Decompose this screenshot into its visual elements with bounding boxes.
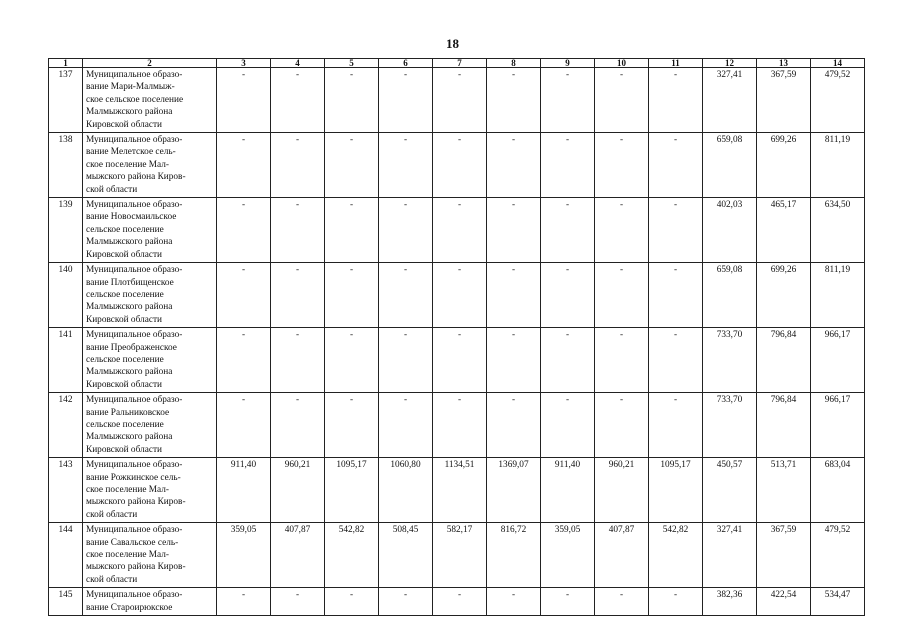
value-cell-col-12: 659,08 (703, 263, 757, 328)
municipality-name: Муниципальное образо- вание Преображенское сельское поселение Малмыжского района Кировской области (83, 328, 217, 393)
value-cell-col-10: - (595, 68, 649, 133)
column-header-13: 13 (757, 59, 811, 68)
value-cell-col-8: - (487, 328, 541, 393)
value-cell-col-8: - (487, 263, 541, 328)
value-cell-col-11: - (649, 133, 703, 198)
value-cell-col-12: 450,57 (703, 458, 757, 523)
value-cell-col-13: 796,84 (757, 328, 811, 393)
value-cell-col-12: 733,70 (703, 328, 757, 393)
value-cell-col-5: - (325, 263, 379, 328)
value-cell-col-14: 479,52 (811, 68, 865, 133)
municipality-name: Муниципальное образо- вание Савальское сель- ское поселение Мал- мыжского района Киров- ской области (83, 523, 217, 588)
value-cell-col-7: - (433, 263, 487, 328)
value-cell-col-8: - (487, 198, 541, 263)
table-row (49, 68, 865, 133)
value-cell-col-9: - (541, 198, 595, 263)
value-cell-col-12: 733,70 (703, 393, 757, 458)
value-cell-col-5: 542,82 (325, 523, 379, 588)
value-cell-col-3: - (217, 198, 271, 263)
value-cell-col-6: - (379, 68, 433, 133)
municipality-name: Муниципальное образо- вание Ральниковское сельское поселение Малмыжского района Кировской области (83, 393, 217, 458)
value-cell-col-9: 911,40 (541, 458, 595, 523)
column-header-2: 2 (83, 59, 217, 68)
value-cell-col-9: - (541, 588, 595, 616)
value-cell-col-4: - (271, 588, 325, 616)
municipality-name: Муниципальное образо- вание Рожкинское сель- ское поселение Мал- мыжского района Киров- ской области (83, 458, 217, 523)
value-cell-col-5: - (325, 198, 379, 263)
value-cell-col-11: 542,82 (649, 523, 703, 588)
value-cell-col-4: - (271, 68, 325, 133)
value-cell-col-4: - (271, 133, 325, 198)
value-cell-col-11: - (649, 68, 703, 133)
value-cell-col-13: 699,26 (757, 263, 811, 328)
value-cell-col-7: 582,17 (433, 523, 487, 588)
value-cell-col-3: 911,40 (217, 458, 271, 523)
value-cell-col-3: - (217, 328, 271, 393)
value-cell-col-11: - (649, 198, 703, 263)
value-cell-col-14: 479,52 (811, 523, 865, 588)
value-cell-col-4: - (271, 328, 325, 393)
value-cell-col-6: - (379, 328, 433, 393)
column-header-6: 6 (379, 59, 433, 68)
column-header-4: 4 (271, 59, 325, 68)
value-cell-col-14: 966,17 (811, 328, 865, 393)
header-row (49, 59, 865, 68)
value-cell-col-10: - (595, 393, 649, 458)
value-cell-col-14: 811,19 (811, 263, 865, 328)
municipality-name: Муниципальное образо- вание Староирюкское (83, 588, 217, 616)
value-cell-col-4: - (271, 198, 325, 263)
value-cell-col-8: - (487, 393, 541, 458)
value-cell-col-14: 966,17 (811, 393, 865, 458)
value-cell-col-3: - (217, 133, 271, 198)
value-cell-col-5: - (325, 588, 379, 616)
value-cell-col-10: - (595, 588, 649, 616)
column-header-11: 11 (649, 59, 703, 68)
value-cell-col-7: - (433, 588, 487, 616)
value-cell-col-6: - (379, 263, 433, 328)
table-row (49, 263, 865, 328)
row-number: 145 (49, 588, 83, 616)
page-number: 18 (446, 36, 459, 51)
value-cell-col-13: 513,71 (757, 458, 811, 523)
value-cell-col-8: 1369,07 (487, 458, 541, 523)
value-cell-col-8: - (487, 133, 541, 198)
row-number: 142 (49, 393, 83, 458)
table-row (49, 523, 865, 588)
value-cell-col-10: - (595, 198, 649, 263)
value-cell-col-9: - (541, 393, 595, 458)
column-header-5: 5 (325, 59, 379, 68)
value-cell-col-5: - (325, 393, 379, 458)
value-cell-col-13: 465,17 (757, 198, 811, 263)
column-header-7: 7 (433, 59, 487, 68)
value-cell-col-3: - (217, 588, 271, 616)
value-cell-col-11: - (649, 328, 703, 393)
value-cell-col-10: 960,21 (595, 458, 649, 523)
value-cell-col-6: - (379, 198, 433, 263)
column-header-10: 10 (595, 59, 649, 68)
value-cell-col-9: 359,05 (541, 523, 595, 588)
value-cell-col-6: - (379, 393, 433, 458)
value-cell-col-11: - (649, 263, 703, 328)
value-cell-col-7: - (433, 68, 487, 133)
table-row (49, 393, 865, 458)
value-cell-col-3: 359,05 (217, 523, 271, 588)
value-cell-col-6: 1060,80 (379, 458, 433, 523)
value-cell-col-11: - (649, 393, 703, 458)
value-cell-col-7: 1134,51 (433, 458, 487, 523)
value-cell-col-14: 683,04 (811, 458, 865, 523)
value-cell-col-13: 422,54 (757, 588, 811, 616)
value-cell-col-6: - (379, 133, 433, 198)
value-cell-col-14: 534,47 (811, 588, 865, 616)
value-cell-col-10: - (595, 133, 649, 198)
value-cell-col-8: - (487, 68, 541, 133)
value-cell-col-6: - (379, 588, 433, 616)
value-cell-col-11: - (649, 588, 703, 616)
value-cell-col-9: - (541, 263, 595, 328)
value-cell-col-10: - (595, 263, 649, 328)
value-cell-col-7: - (433, 198, 487, 263)
value-cell-col-7: - (433, 328, 487, 393)
table-row (49, 198, 865, 263)
data-table (48, 58, 865, 616)
table-row (49, 458, 865, 523)
value-cell-col-8: - (487, 588, 541, 616)
value-cell-col-4: 407,87 (271, 523, 325, 588)
value-cell-col-12: 327,41 (703, 68, 757, 133)
row-number: 140 (49, 263, 83, 328)
value-cell-col-3: - (217, 393, 271, 458)
column-header-1: 1 (49, 59, 83, 68)
value-cell-col-5: - (325, 68, 379, 133)
value-cell-col-4: - (271, 393, 325, 458)
value-cell-col-13: 796,84 (757, 393, 811, 458)
value-cell-col-4: - (271, 263, 325, 328)
row-number: 143 (49, 458, 83, 523)
value-cell-col-5: - (325, 133, 379, 198)
row-number: 144 (49, 523, 83, 588)
column-header-3: 3 (217, 59, 271, 68)
table-row (49, 133, 865, 198)
value-cell-col-5: 1095,17 (325, 458, 379, 523)
row-number: 138 (49, 133, 83, 198)
value-cell-col-7: - (433, 393, 487, 458)
value-cell-col-13: 367,59 (757, 523, 811, 588)
value-cell-col-14: 811,19 (811, 133, 865, 198)
value-cell-col-4: 960,21 (271, 458, 325, 523)
value-cell-col-3: - (217, 68, 271, 133)
value-cell-col-10: - (595, 328, 649, 393)
value-cell-col-6: 508,45 (379, 523, 433, 588)
value-cell-col-13: 367,59 (757, 68, 811, 133)
value-cell-col-8: 816,72 (487, 523, 541, 588)
value-cell-col-9: - (541, 328, 595, 393)
table-row (49, 328, 865, 393)
value-cell-col-12: 402,03 (703, 198, 757, 263)
value-cell-col-13: 699,26 (757, 133, 811, 198)
column-header-8: 8 (487, 59, 541, 68)
table-row (49, 588, 865, 616)
municipality-name: Муниципальное образо- вание Плотбищенское сельское поселение Малмыжского района Кировской области (83, 263, 217, 328)
value-cell-col-9: - (541, 68, 595, 133)
column-header-14: 14 (811, 59, 865, 68)
value-cell-col-11: 1095,17 (649, 458, 703, 523)
municipality-name: Муниципальное образо- вание Мари-Малмыж- ское сельское поселение Малмыжского района Кировской области (83, 68, 217, 133)
value-cell-col-14: 634,50 (811, 198, 865, 263)
row-number: 139 (49, 198, 83, 263)
value-cell-col-3: - (217, 263, 271, 328)
value-cell-col-5: - (325, 328, 379, 393)
column-header-9: 9 (541, 59, 595, 68)
value-cell-col-12: 327,41 (703, 523, 757, 588)
value-cell-col-10: 407,87 (595, 523, 649, 588)
row-number: 141 (49, 328, 83, 393)
column-header-12: 12 (703, 59, 757, 68)
municipality-name: Муниципальное образо- вание Мелетское сель- ское поселение Мал- мыжского района Киров- ской области (83, 133, 217, 198)
municipality-name: Муниципальное образо- вание Новосмаильское сельское поселение Малмыжского района Кировской области (83, 198, 217, 263)
row-number: 137 (49, 68, 83, 133)
value-cell-col-7: - (433, 133, 487, 198)
value-cell-col-12: 659,08 (703, 133, 757, 198)
value-cell-col-12: 382,36 (703, 588, 757, 616)
value-cell-col-9: - (541, 133, 595, 198)
